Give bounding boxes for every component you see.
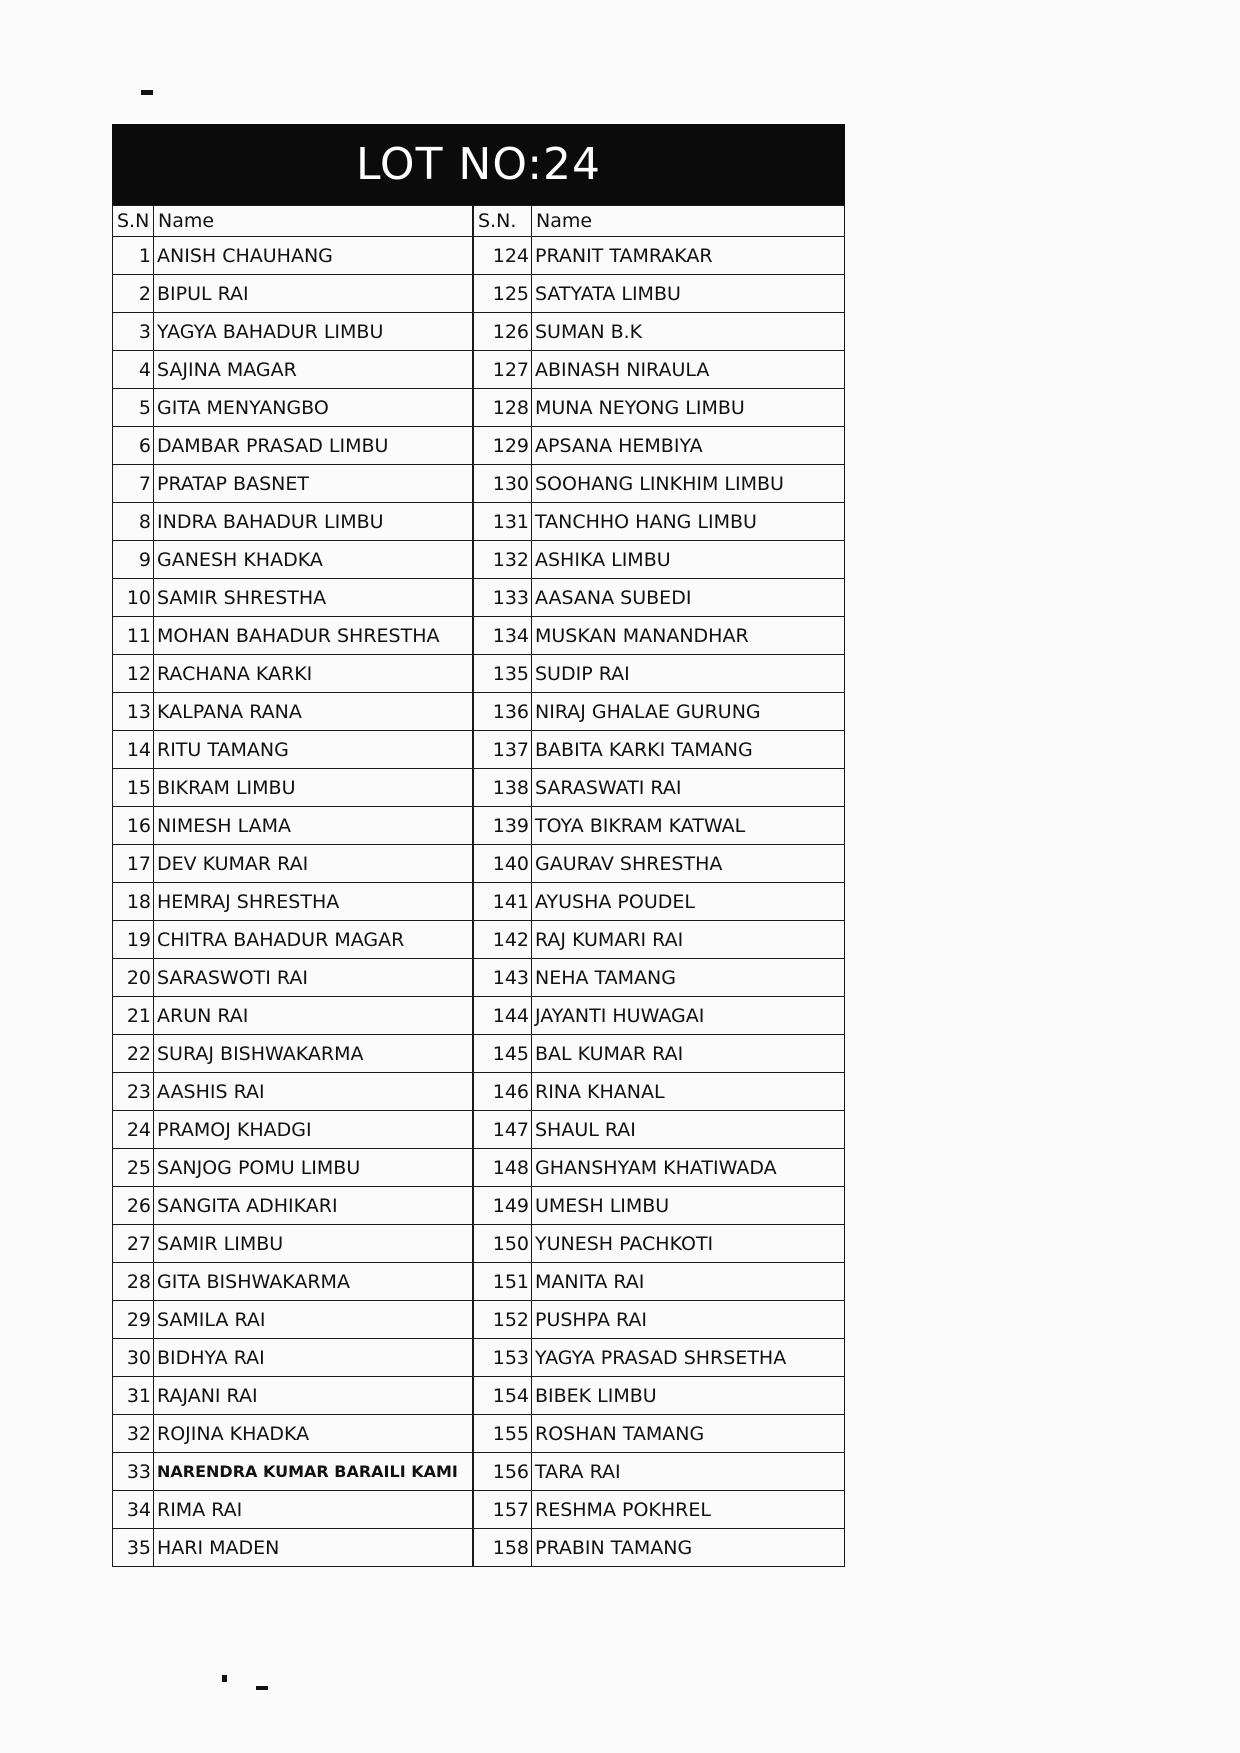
- serial-number-cell: 9: [113, 541, 154, 579]
- serial-number-cell: 143: [474, 959, 532, 997]
- table-row: [474, 1035, 845, 1073]
- table-row: [474, 1491, 845, 1529]
- right-table-body: [474, 237, 845, 1567]
- name-cell: SHAUL RAI: [532, 1111, 845, 1149]
- sn-header: S.N.: [474, 206, 532, 237]
- table-row: [474, 655, 845, 693]
- name-cell: BAL KUMAR RAI: [532, 1035, 845, 1073]
- name-cell: MOHAN BAHADUR SHRESTHA: [154, 617, 473, 655]
- serial-number-cell: 128: [474, 389, 532, 427]
- table-row: [113, 617, 473, 655]
- table-row: [474, 1149, 845, 1187]
- name-cell: BIDHYA RAI: [154, 1339, 473, 1377]
- name-cell: DAMBAR PRASAD LIMBU: [154, 427, 473, 465]
- name-cell: RIMA RAI: [154, 1491, 473, 1529]
- table-header-row: [474, 206, 845, 237]
- table-row: [474, 275, 845, 313]
- name-cell: BIBEK LIMBU: [532, 1377, 845, 1415]
- serial-number-cell: 131: [474, 503, 532, 541]
- name-cell: RAJANI RAI: [154, 1377, 473, 1415]
- serial-number-cell: 8: [113, 503, 154, 541]
- serial-number-cell: 124: [474, 237, 532, 275]
- name-cell: RAJ KUMARI RAI: [532, 921, 845, 959]
- table-row: [474, 1453, 845, 1491]
- table-row: [474, 1301, 845, 1339]
- name-cell: AASANA SUBEDI: [532, 579, 845, 617]
- lot-document: [112, 124, 845, 1567]
- serial-number-cell: 144: [474, 997, 532, 1035]
- left-table-body: [113, 237, 473, 1567]
- serial-number-cell: 140: [474, 845, 532, 883]
- name-cell: RITU TAMANG: [154, 731, 473, 769]
- serial-number-cell: 24: [113, 1111, 154, 1149]
- serial-number-cell: 19: [113, 921, 154, 959]
- name-cell: RINA KHANAL: [532, 1073, 845, 1111]
- table-row: [113, 1187, 473, 1225]
- serial-number-cell: 142: [474, 921, 532, 959]
- serial-number-cell: 156: [474, 1453, 532, 1491]
- serial-number-cell: 145: [474, 1035, 532, 1073]
- name-cell: NIMESH LAMA: [154, 807, 473, 845]
- table-row: [113, 1339, 473, 1377]
- name-cell: PRATAP BASNET: [154, 465, 473, 503]
- serial-number-cell: 132: [474, 541, 532, 579]
- table-row: [113, 1377, 473, 1415]
- table-row: [474, 693, 845, 731]
- serial-number-cell: 22: [113, 1035, 154, 1073]
- serial-number-cell: 147: [474, 1111, 532, 1149]
- name-cell: NIRAJ GHALAE GURUNG: [532, 693, 845, 731]
- table-row: [474, 1187, 845, 1225]
- name-cell: YAGYA PRASAD SHRSETHA: [532, 1339, 845, 1377]
- table-row: [113, 237, 473, 275]
- serial-number-cell: 13: [113, 693, 154, 731]
- table-row: [474, 845, 845, 883]
- serial-number-cell: 135: [474, 655, 532, 693]
- name-cell: NEHA TAMANG: [532, 959, 845, 997]
- serial-number-cell: 151: [474, 1263, 532, 1301]
- table-row: [474, 1111, 845, 1149]
- table-row: [474, 1225, 845, 1263]
- name-cell: YUNESH PACHKOTI: [532, 1225, 845, 1263]
- table-row: [474, 1529, 845, 1567]
- table-row: [113, 655, 473, 693]
- name-cell: APSANA HEMBIYA: [532, 427, 845, 465]
- scan-speck: [256, 1686, 268, 1690]
- name-cell: PRAMOJ KHADGI: [154, 1111, 473, 1149]
- name-cell: SURAJ BISHWAKARMA: [154, 1035, 473, 1073]
- serial-number-cell: 136: [474, 693, 532, 731]
- table-row: [113, 465, 473, 503]
- serial-number-cell: 139: [474, 807, 532, 845]
- table-row: [113, 1035, 473, 1073]
- name-cell: TARA RAI: [532, 1453, 845, 1491]
- serial-number-cell: 21: [113, 997, 154, 1035]
- name-header: Name: [532, 206, 845, 237]
- table-row: [474, 997, 845, 1035]
- serial-number-cell: 127: [474, 351, 532, 389]
- name-cell: YAGYA BAHADUR LIMBU: [154, 313, 473, 351]
- table-row: [113, 1149, 473, 1187]
- serial-number-cell: 155: [474, 1415, 532, 1453]
- name-cell: MUNA NEYONG LIMBU: [532, 389, 845, 427]
- name-cell: ROJINA KHADKA: [154, 1415, 473, 1453]
- serial-number-cell: 7: [113, 465, 154, 503]
- serial-number-cell: 17: [113, 845, 154, 883]
- name-cell: ARUN RAI: [154, 997, 473, 1035]
- name-cell: MANITA RAI: [532, 1263, 845, 1301]
- name-cell: GITA MENYANGBO: [154, 389, 473, 427]
- name-cell: SAMIR SHRESTHA: [154, 579, 473, 617]
- table-row: [474, 427, 845, 465]
- serial-number-cell: 26: [113, 1187, 154, 1225]
- name-cell: GAURAV SHRESTHA: [532, 845, 845, 883]
- table-row: [113, 693, 473, 731]
- name-cell: TOYA BIKRAM KATWAL: [532, 807, 845, 845]
- table-row: [113, 845, 473, 883]
- serial-number-cell: 34: [113, 1491, 154, 1529]
- name-cell: SUMAN B.K: [532, 313, 845, 351]
- serial-number-cell: 130: [474, 465, 532, 503]
- name-cell: TANCHHO HANG LIMBU: [532, 503, 845, 541]
- name-cell: ABINASH NIRAULA: [532, 351, 845, 389]
- serial-number-cell: 158: [474, 1529, 532, 1567]
- scan-speck: [222, 1675, 227, 1682]
- table-row: [113, 503, 473, 541]
- table-row: [113, 997, 473, 1035]
- table-row: [474, 465, 845, 503]
- table-row: [474, 351, 845, 389]
- table-row: [113, 351, 473, 389]
- table-row: [474, 579, 845, 617]
- serial-number-cell: 29: [113, 1301, 154, 1339]
- serial-number-cell: 15: [113, 769, 154, 807]
- table-row: [113, 1453, 473, 1491]
- table-row: [474, 1073, 845, 1111]
- table-row: [113, 275, 473, 313]
- table-row: [113, 541, 473, 579]
- table-row: [113, 1491, 473, 1529]
- name-cell: UMESH LIMBU: [532, 1187, 845, 1225]
- sn-header: S.N: [113, 206, 154, 237]
- name-cell: GITA BISHWAKARMA: [154, 1263, 473, 1301]
- name-cell: ASHIKA LIMBU: [532, 541, 845, 579]
- name-cell: CHITRA BAHADUR MAGAR: [154, 921, 473, 959]
- serial-number-cell: 25: [113, 1149, 154, 1187]
- table-row: [474, 921, 845, 959]
- serial-number-cell: 141: [474, 883, 532, 921]
- table-header-row: [113, 206, 473, 237]
- name-cell: SATYATA LIMBU: [532, 275, 845, 313]
- table-row: [474, 541, 845, 579]
- serial-number-cell: 6: [113, 427, 154, 465]
- table-row: [113, 959, 473, 997]
- table-row: [474, 769, 845, 807]
- serial-number-cell: 153: [474, 1339, 532, 1377]
- tables-wrapper: [112, 205, 845, 1567]
- name-cell: GANESH KHADKA: [154, 541, 473, 579]
- table-row: [113, 1073, 473, 1111]
- name-cell: SAJINA MAGAR: [154, 351, 473, 389]
- serial-number-cell: 14: [113, 731, 154, 769]
- name-cell: SARASWATI RAI: [532, 769, 845, 807]
- serial-number-cell: 35: [113, 1529, 154, 1567]
- name-cell: HARI MADEN: [154, 1529, 473, 1567]
- table-row: [113, 921, 473, 959]
- name-cell: SOOHANG LINKHIM LIMBU: [532, 465, 845, 503]
- table-row: [113, 769, 473, 807]
- name-cell: ANISH CHAUHANG: [154, 237, 473, 275]
- name-cell: MUSKAN MANANDHAR: [532, 617, 845, 655]
- serial-number-cell: 18: [113, 883, 154, 921]
- serial-number-cell: 137: [474, 731, 532, 769]
- serial-number-cell: 133: [474, 579, 532, 617]
- name-cell: DEV KUMAR RAI: [154, 845, 473, 883]
- serial-number-cell: 138: [474, 769, 532, 807]
- serial-number-cell: 148: [474, 1149, 532, 1187]
- serial-number-cell: 12: [113, 655, 154, 693]
- table-row: [474, 807, 845, 845]
- serial-number-cell: 125: [474, 275, 532, 313]
- lot-title-banner: [112, 124, 845, 205]
- serial-number-cell: 27: [113, 1225, 154, 1263]
- name-cell: NARENDRA KUMAR BARAILI KAMI: [154, 1453, 473, 1491]
- name-cell: PUSHPA RAI: [532, 1301, 845, 1339]
- name-cell: PRANIT TAMRAKAR: [532, 237, 845, 275]
- table-row: [113, 313, 473, 351]
- serial-number-cell: 126: [474, 313, 532, 351]
- table-row: [113, 427, 473, 465]
- table-row: [474, 959, 845, 997]
- serial-number-cell: 30: [113, 1339, 154, 1377]
- serial-number-cell: 23: [113, 1073, 154, 1111]
- table-row: [474, 617, 845, 655]
- serial-number-cell: 10: [113, 579, 154, 617]
- name-cell: SANGITA ADHIKARI: [154, 1187, 473, 1225]
- serial-number-cell: 129: [474, 427, 532, 465]
- name-cell: BABITA KARKI TAMANG: [532, 731, 845, 769]
- serial-number-cell: 4: [113, 351, 154, 389]
- serial-number-cell: 146: [474, 1073, 532, 1111]
- name-cell: GHANSHYAM KHATIWADA: [532, 1149, 845, 1187]
- serial-number-cell: 157: [474, 1491, 532, 1529]
- table-row: [113, 1529, 473, 1567]
- lot-title: LOT NO:24: [355, 139, 602, 190]
- name-cell: PRABIN TAMANG: [532, 1529, 845, 1567]
- table-row: [474, 1339, 845, 1377]
- serial-number-cell: 152: [474, 1301, 532, 1339]
- serial-number-cell: 33: [113, 1453, 154, 1491]
- table-row: [113, 1263, 473, 1301]
- table-row: [474, 389, 845, 427]
- right-name-table: [473, 205, 845, 1567]
- serial-number-cell: 28: [113, 1263, 154, 1301]
- serial-number-cell: 20: [113, 959, 154, 997]
- table-row: [113, 1415, 473, 1453]
- table-row: [474, 1263, 845, 1301]
- name-cell: KALPANA RANA: [154, 693, 473, 731]
- name-cell: BIPUL RAI: [154, 275, 473, 313]
- name-cell: HEMRAJ SHRESTHA: [154, 883, 473, 921]
- scan-speck: [141, 90, 153, 95]
- serial-number-cell: 31: [113, 1377, 154, 1415]
- table-row: [474, 1377, 845, 1415]
- serial-number-cell: 1: [113, 237, 154, 275]
- left-name-table: [112, 205, 473, 1567]
- serial-number-cell: 154: [474, 1377, 532, 1415]
- table-row: [113, 731, 473, 769]
- name-cell: RESHMA POKHREL: [532, 1491, 845, 1529]
- name-cell: RACHANA KARKI: [154, 655, 473, 693]
- serial-number-cell: 16: [113, 807, 154, 845]
- name-cell: JAYANTI HUWAGAI: [532, 997, 845, 1035]
- table-row: [113, 807, 473, 845]
- name-cell: SAMIR LIMBU: [154, 1225, 473, 1263]
- name-cell: SANJOG POMU LIMBU: [154, 1149, 473, 1187]
- serial-number-cell: 32: [113, 1415, 154, 1453]
- name-cell: INDRA BAHADUR LIMBU: [154, 503, 473, 541]
- name-cell: SUDIP RAI: [532, 655, 845, 693]
- table-row: [474, 313, 845, 351]
- serial-number-cell: 2: [113, 275, 154, 313]
- name-cell: SARASWOTI RAI: [154, 959, 473, 997]
- table-row: [474, 883, 845, 921]
- table-row: [474, 731, 845, 769]
- serial-number-cell: 5: [113, 389, 154, 427]
- name-header: Name: [154, 206, 473, 237]
- serial-number-cell: 3: [113, 313, 154, 351]
- table-row: [113, 1111, 473, 1149]
- serial-number-cell: 11: [113, 617, 154, 655]
- table-row: [474, 1415, 845, 1453]
- serial-number-cell: 150: [474, 1225, 532, 1263]
- table-row: [113, 579, 473, 617]
- table-row: [113, 1301, 473, 1339]
- serial-number-cell: 149: [474, 1187, 532, 1225]
- name-cell: AASHIS RAI: [154, 1073, 473, 1111]
- name-cell: SAMILA RAI: [154, 1301, 473, 1339]
- table-row: [113, 883, 473, 921]
- table-row: [474, 503, 845, 541]
- table-row: [113, 1225, 473, 1263]
- name-cell: ROSHAN TAMANG: [532, 1415, 845, 1453]
- table-row: [113, 389, 473, 427]
- name-cell: AYUSHA POUDEL: [532, 883, 845, 921]
- serial-number-cell: 134: [474, 617, 532, 655]
- table-row: [474, 237, 845, 275]
- name-cell: BIKRAM LIMBU: [154, 769, 473, 807]
